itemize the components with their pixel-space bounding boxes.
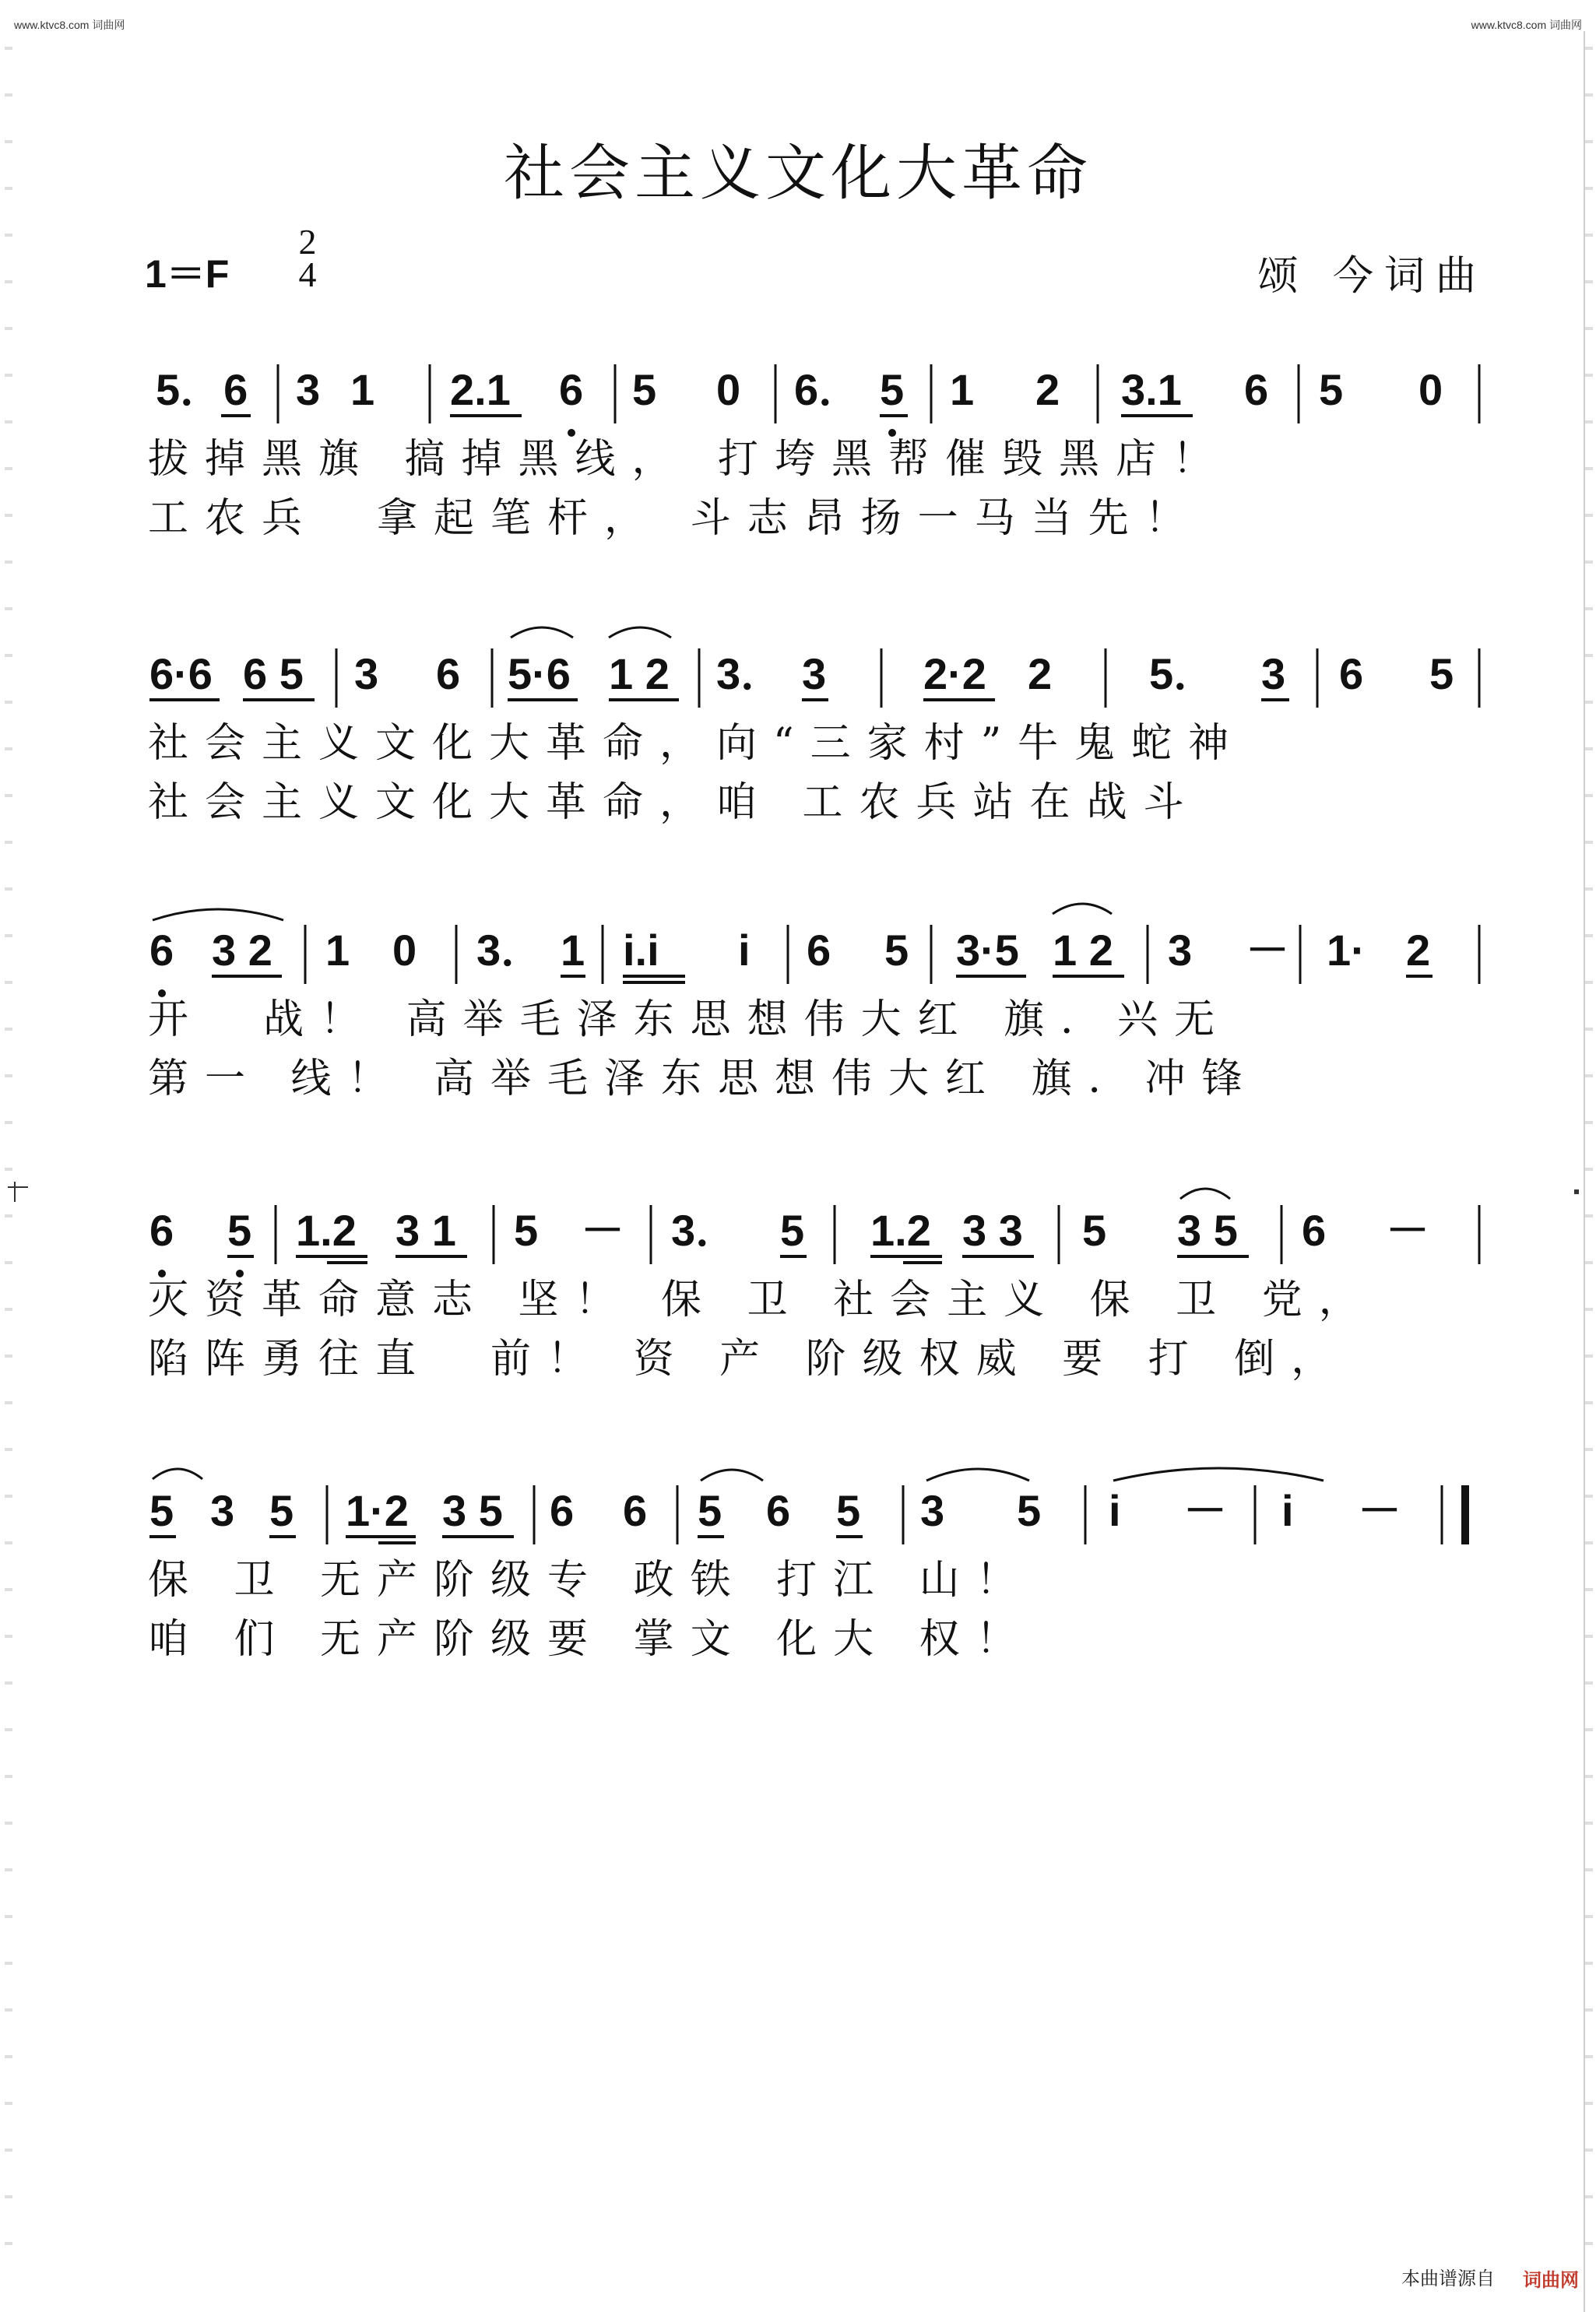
svg-text:i: i xyxy=(1281,1486,1294,1535)
svg-text:5: 5 xyxy=(698,1486,722,1535)
svg-text:6．: 6． xyxy=(794,365,863,414)
svg-text:6·6: 6·6 xyxy=(149,649,213,698)
svg-text:5: 5 xyxy=(632,365,657,414)
footer-source-note: 本曲谱源自 xyxy=(1401,2268,1495,2289)
svg-text:1 2: 1 2 xyxy=(609,649,670,698)
svg-text:6: 6 xyxy=(766,1486,791,1535)
notation-row-1 xyxy=(0,343,1596,436)
footer-site-logo: 词曲网 xyxy=(1523,2269,1579,2291)
svg-text:5: 5 xyxy=(1319,365,1344,414)
svg-text:5: 5 xyxy=(1017,1486,1042,1535)
svg-text:5: 5 xyxy=(1082,1206,1107,1255)
svg-text:3 3: 3 3 xyxy=(962,1206,1023,1255)
svg-text:－: － xyxy=(1386,1206,1429,1255)
svg-text:3: 3 xyxy=(1168,926,1193,975)
svg-text:1 2: 1 2 xyxy=(1053,926,1113,975)
svg-text:3．: 3． xyxy=(671,1206,740,1255)
time-signature xyxy=(288,222,327,294)
lyric-line-5a: 保 卫 无产阶级专 政铁 打江 山！ xyxy=(148,1557,1033,1604)
svg-text:0: 0 xyxy=(1418,365,1443,414)
svg-text:1·: 1· xyxy=(1327,926,1366,975)
svg-text:6: 6 xyxy=(436,649,461,698)
svg-text:2.1: 2.1 xyxy=(450,365,511,414)
lyric-line-2b: 社会主义文化大革命，咱 工农兵站在战斗 xyxy=(148,779,1201,826)
svg-text:3·5: 3·5 xyxy=(956,926,1019,975)
svg-text:0: 0 xyxy=(392,926,417,975)
svg-text:－: － xyxy=(1358,1486,1401,1535)
svg-text:3: 3 xyxy=(802,649,827,698)
svg-text:5: 5 xyxy=(884,926,909,975)
lyric-line-3a: 开 战！ 高举毛泽东思想伟大红 旗．兴无 xyxy=(148,996,1232,1043)
svg-text:1: 1 xyxy=(950,365,975,414)
svg-text:5: 5 xyxy=(514,1206,539,1255)
svg-text:1: 1 xyxy=(561,926,585,975)
svg-text:3．: 3． xyxy=(716,649,785,698)
svg-text:6: 6 xyxy=(559,365,584,414)
svg-text:2: 2 xyxy=(1035,365,1060,414)
svg-text:2: 2 xyxy=(1406,926,1431,975)
svg-text:－: － xyxy=(1246,926,1289,975)
svg-text:5: 5 xyxy=(149,1486,174,1535)
svg-text:3: 3 xyxy=(920,1486,945,1535)
svg-text:1.2: 1.2 xyxy=(870,1206,931,1255)
svg-text:5: 5 xyxy=(836,1486,861,1535)
svg-text:3: 3 xyxy=(1261,649,1286,698)
svg-text:6: 6 xyxy=(149,926,174,975)
svg-text:6: 6 xyxy=(807,926,831,975)
svg-text:5·6: 5·6 xyxy=(508,649,571,698)
svg-text:6 5: 6 5 xyxy=(243,649,304,698)
notation-row-3 xyxy=(0,903,1596,996)
svg-text:5．: 5． xyxy=(1149,649,1218,698)
svg-text:－: － xyxy=(1183,1486,1227,1535)
svg-text:1: 1 xyxy=(350,365,375,414)
svg-text:5．6: 5．6 xyxy=(156,365,248,414)
svg-text:6: 6 xyxy=(550,1486,575,1535)
svg-text:6: 6 xyxy=(623,1486,648,1535)
lyric-line-4b: 陷阵勇往直 前！ 资 产 阶级权威 要 打 倒， xyxy=(148,1336,1348,1383)
header-left-site: www.ktvc8.com 词曲网 xyxy=(14,19,125,31)
lyric-line-5b: 咱 们 无产阶级要 掌文 化大 权！ xyxy=(148,1616,1033,1663)
lyric-line-1b: 工农兵 拿起笔杆， 斗志昂扬一马当先！ xyxy=(148,495,1202,542)
svg-text:1.2: 1.2 xyxy=(296,1206,357,1255)
header-right-site: www.ktvc8.com 词曲网 xyxy=(1471,19,1582,31)
svg-text:3．: 3． xyxy=(476,926,545,975)
svg-text:2: 2 xyxy=(1028,649,1053,698)
svg-text:i: i xyxy=(738,926,751,975)
svg-text:5: 5 xyxy=(269,1486,294,1535)
svg-text:6: 6 xyxy=(149,1206,174,1255)
svg-text:3: 3 xyxy=(354,649,379,698)
notation-row-2 xyxy=(0,627,1596,720)
svg-text:1: 1 xyxy=(325,926,350,975)
svg-text:3 1: 3 1 xyxy=(395,1206,456,1255)
svg-text:5: 5 xyxy=(780,1206,805,1255)
lyric-line-2a: 社会主义文化大革命，向“三家村”牛鬼蛇神 xyxy=(148,720,1246,767)
lyric-line-4a: 灭资革命意志 坚！ 保 卫 社会主义 保 卫 党， xyxy=(148,1277,1376,1323)
lyric-line-1a: 拔掉黑旗 搞掉黑线， 打垮黑帮催毁黑店！ xyxy=(148,436,1230,483)
svg-text:0: 0 xyxy=(716,365,741,414)
svg-text:i.i: i.i xyxy=(623,926,659,975)
svg-text:3: 3 xyxy=(296,365,321,414)
svg-text:2·2: 2·2 xyxy=(923,649,986,698)
svg-text:3 5: 3 5 xyxy=(1177,1206,1238,1255)
composer-credit: 颂 今词曲 xyxy=(1257,253,1487,300)
svg-text:i: i xyxy=(1109,1486,1121,1535)
svg-text:3 5: 3 5 xyxy=(442,1486,503,1535)
svg-text:6: 6 xyxy=(1302,1206,1327,1255)
svg-text:5: 5 xyxy=(227,1206,252,1255)
svg-text:3.1: 3.1 xyxy=(1121,365,1182,414)
time-signature-bottom: 4 xyxy=(298,255,317,294)
notation-row-5 xyxy=(0,1463,1596,1557)
song-title: 社会主义文化大革命 xyxy=(503,139,1092,209)
svg-text:5: 5 xyxy=(1429,649,1454,698)
time-signature-top: 2 xyxy=(298,222,317,262)
key-signature: 1＝F xyxy=(145,252,230,296)
notation-row-4 xyxy=(0,1183,1596,1277)
svg-text:5: 5 xyxy=(880,365,905,414)
svg-text:3: 3 xyxy=(210,1486,235,1535)
svg-text:3 2: 3 2 xyxy=(212,926,272,975)
lyric-line-3b: 第一 线！ 高举毛泽东思想伟大红 旗．冲锋 xyxy=(148,1056,1259,1102)
svg-text:6: 6 xyxy=(1339,649,1364,698)
svg-text:1·2: 1·2 xyxy=(346,1486,409,1535)
svg-text:－: － xyxy=(581,1206,624,1255)
svg-text:6: 6 xyxy=(1244,365,1269,414)
